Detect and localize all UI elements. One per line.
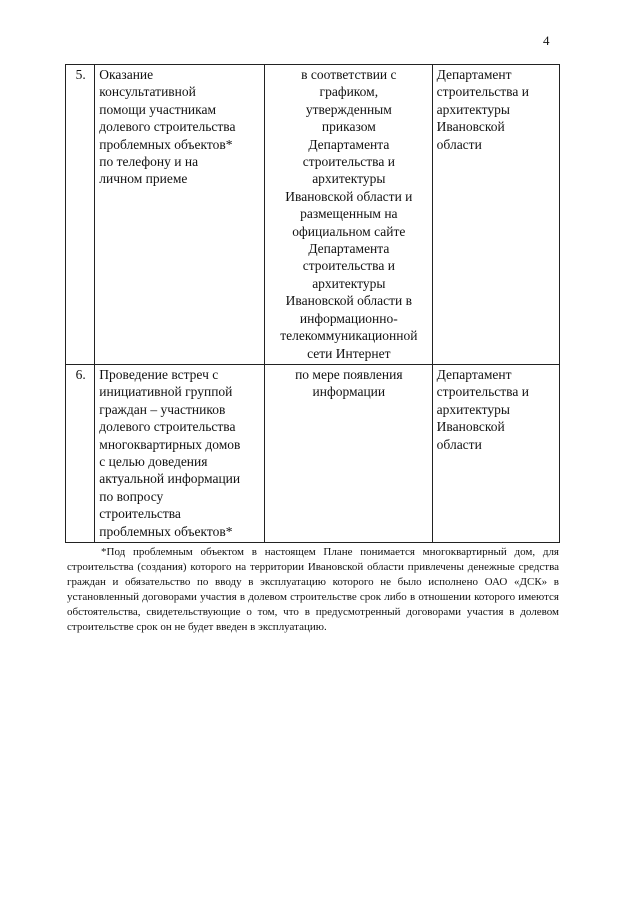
description-line: помощи участникам (99, 101, 217, 117)
description-line: личном приеме (99, 171, 188, 187)
schedule-line: Департамента (308, 136, 390, 152)
description-line: с целью доведения (99, 453, 208, 469)
schedule-line: Ивановской области в (285, 293, 412, 309)
description-line: по вопросу (99, 488, 164, 504)
schedule-line: информационно- (299, 310, 398, 326)
description-line: актуальной информации (99, 471, 241, 487)
footnote (67, 545, 559, 635)
responsible-line: архитектуры (436, 101, 510, 117)
description-line: консультативной (99, 84, 196, 100)
description-line: Проведение встреч с (99, 366, 219, 382)
event-responsible (432, 65, 559, 365)
schedule-line: утвержденным (305, 101, 392, 117)
schedule-line: архитектуры (312, 171, 386, 187)
description-line: граждан – участников (99, 401, 226, 417)
responsible-line: области (436, 436, 482, 452)
row-number: 5. (66, 65, 95, 365)
schedule-line: телекоммуникационной (280, 328, 418, 344)
description-line: долевого строительства (99, 119, 236, 135)
event-responsible (432, 364, 559, 542)
responsible-line: строительства и (436, 384, 529, 400)
schedule-line: графиком, (319, 84, 379, 100)
schedule-line: сети Интернет (307, 345, 391, 361)
description-line: проблемных объектов* (99, 136, 233, 152)
table-row (66, 364, 560, 542)
schedule-line: по мере появления (295, 366, 403, 382)
event-description (95, 364, 265, 542)
schedule-line: строительства и (302, 258, 395, 274)
schedule-line: официальном сайте (292, 223, 406, 239)
event-description (95, 65, 265, 365)
responsible-line: Ивановской (436, 119, 505, 135)
schedule-line: в соответствии с (301, 67, 397, 82)
responsible-line: архитектуры (436, 401, 510, 417)
description-line: строительства (99, 506, 181, 522)
responsible-line: области (436, 136, 482, 152)
table-row (66, 65, 560, 365)
description-line: по телефону и на (99, 154, 199, 170)
schedule-line: размещенным на (300, 206, 398, 222)
responsible-line: Ивановской (436, 419, 505, 435)
schedule-line: информации (312, 384, 386, 400)
description-line: инициативной группой (99, 384, 233, 400)
page-number: 4 (543, 33, 550, 48)
schedule-line: архитектуры (312, 275, 386, 291)
schedule-line: строительства и (302, 154, 395, 170)
footnote-text: *Под проблемным объектом в настоящем Плане понимается многоквартирный дом, для строительства (создания) которого на территории Ивановской области привлечены денежные средства граждан и обязательство по вводу в эксплуатацию которого не было исполнено ОАО «ДСК» в установленный договорами участия в долевом строительстве срок либо в отношении которого имеются обстоятельства, свидетельствующие о том, что в предусмотренный договорами участия в долевом строительстве срок он не будет введен в эксплуатацию. (67, 546, 559, 633)
responsible-line: Департамент (436, 366, 512, 382)
event-schedule (264, 65, 432, 365)
description-line: проблемных объектов* (99, 523, 233, 539)
responsible-line: Департамент (436, 67, 512, 82)
schedule-line: Департамента (308, 241, 390, 257)
description-line: долевого строительства (99, 419, 236, 435)
schedule-line: приказом (321, 119, 376, 135)
responsible-line: строительства и (436, 84, 529, 100)
description-line: многоквартирных домов (99, 436, 241, 452)
event-schedule (264, 364, 432, 542)
plan-table (65, 64, 560, 543)
schedule-line: Ивановской области и (285, 188, 413, 204)
description-line: Оказание (99, 67, 154, 82)
row-number: 6. (66, 364, 95, 542)
